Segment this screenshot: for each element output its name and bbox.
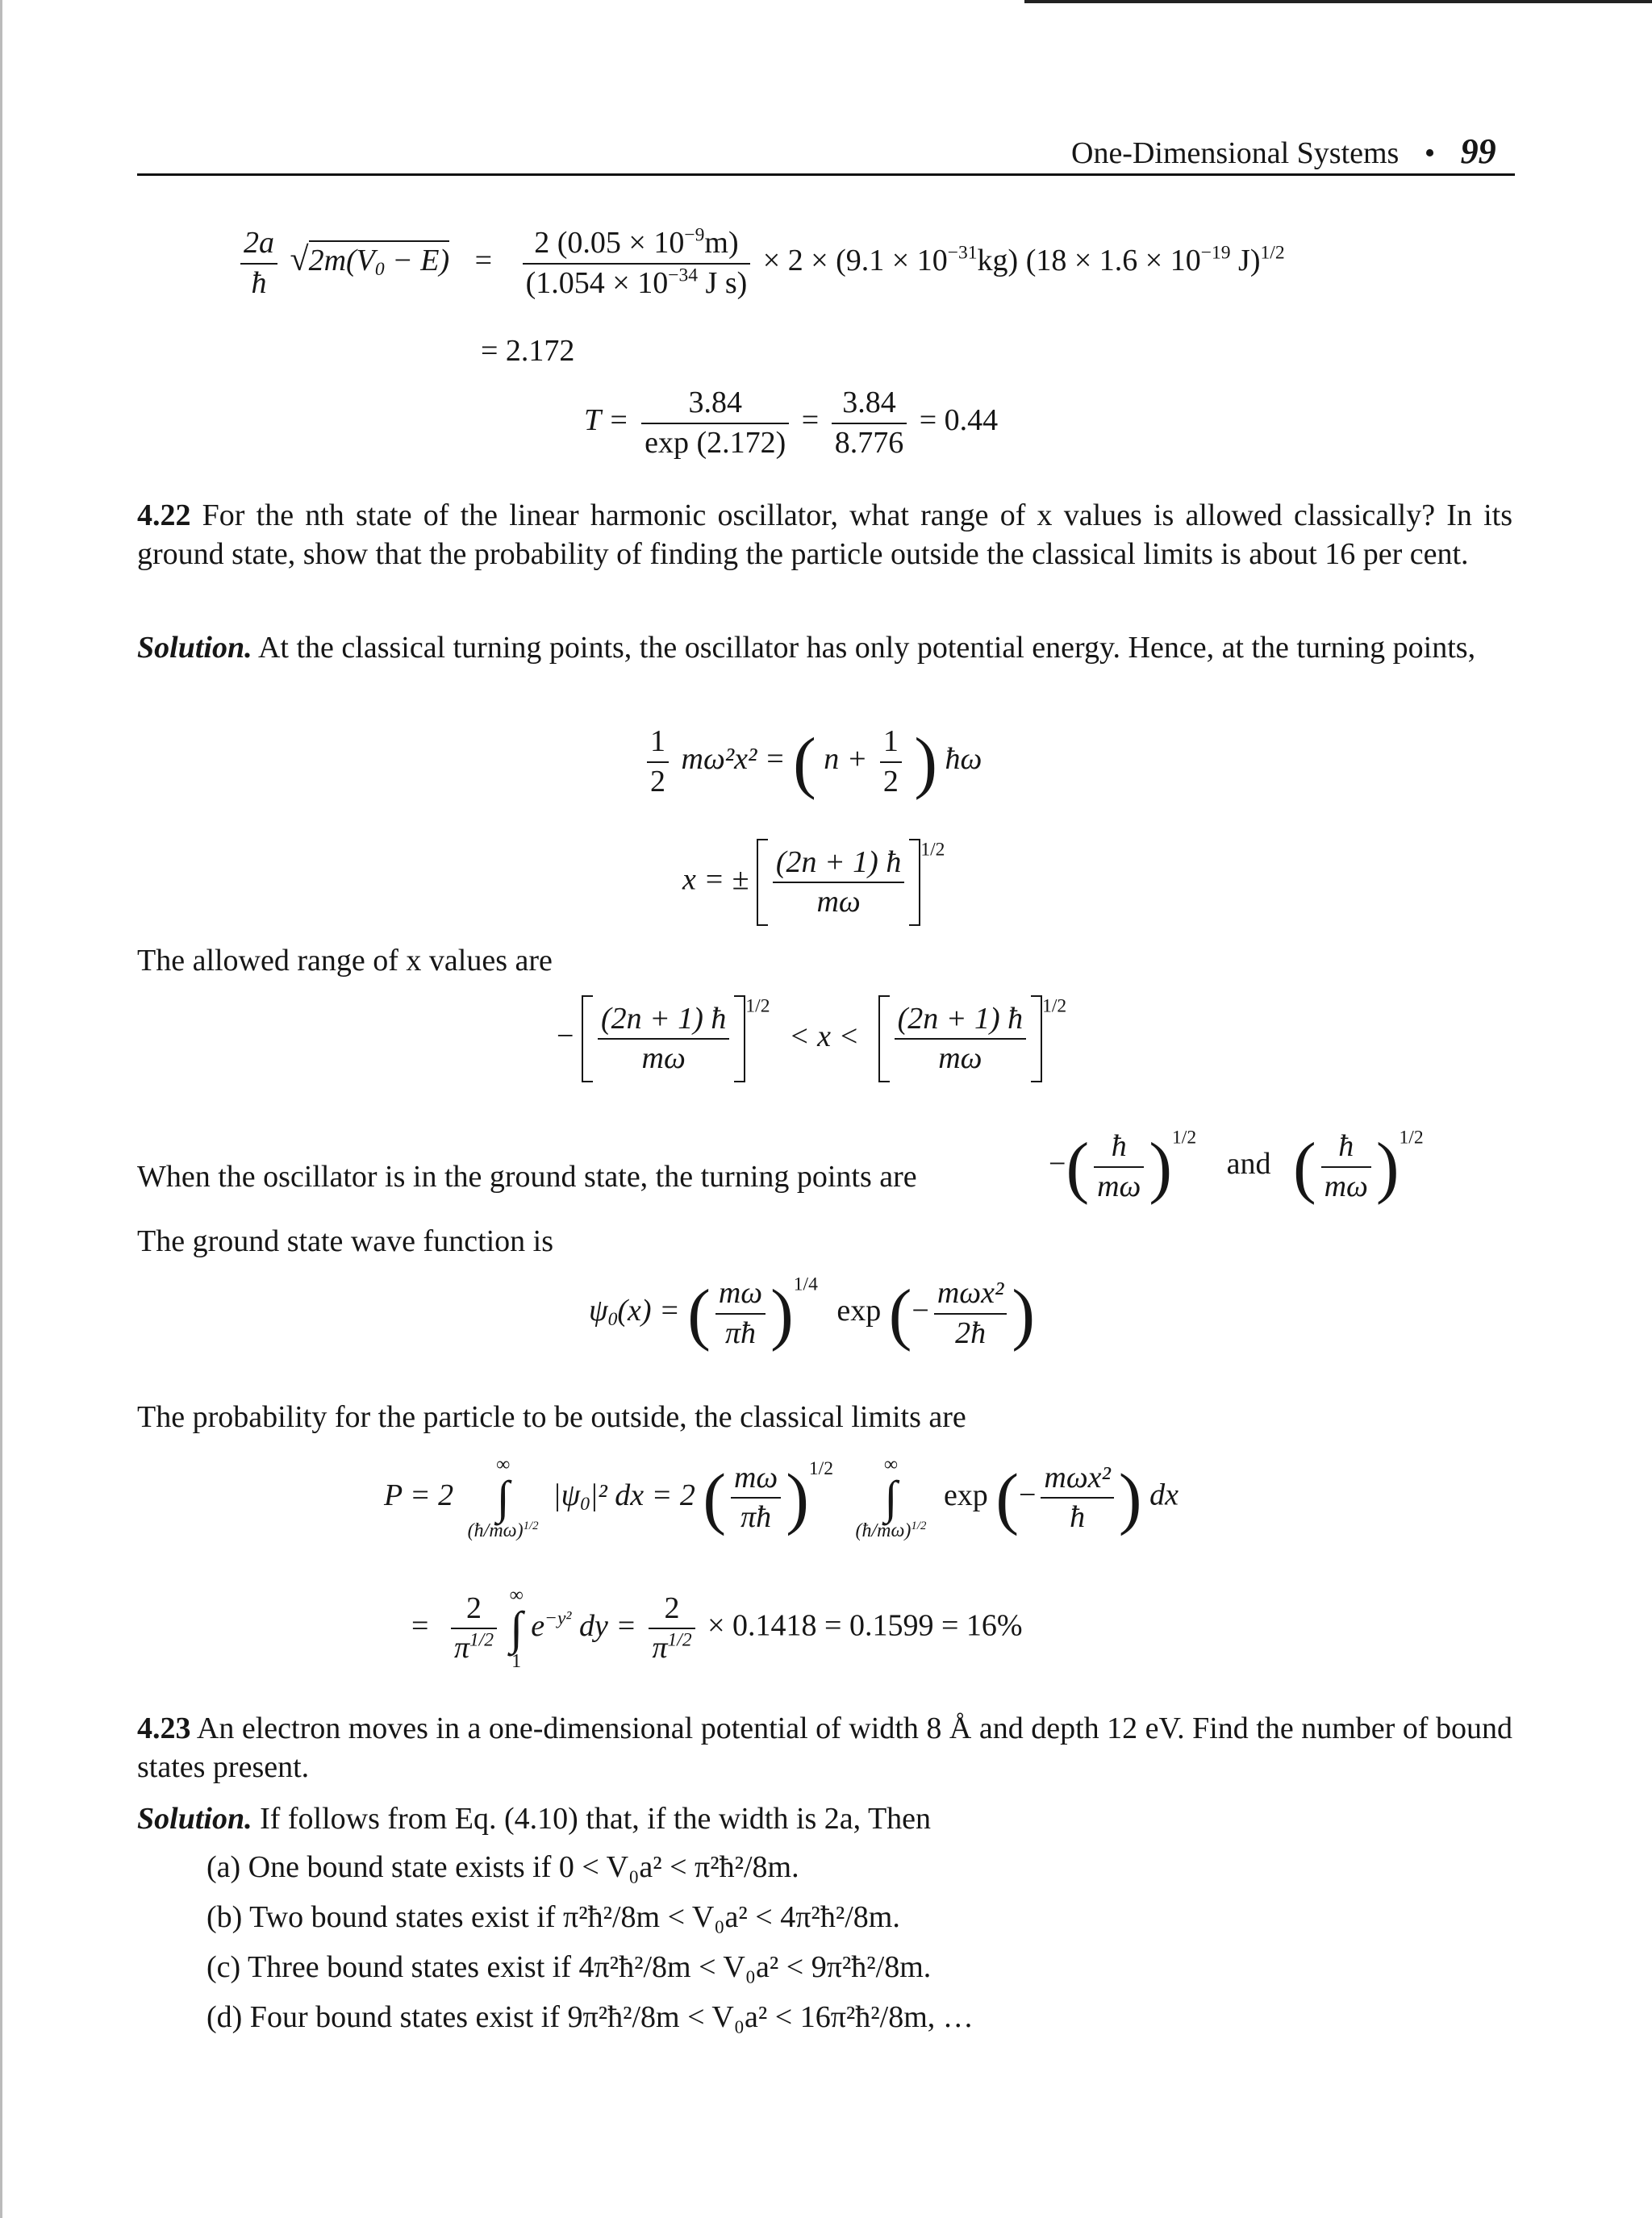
fraction-exp: $\frac{3.84}{\exp (2.172)}$ [641,384,789,462]
equation-probability-result: = $\frac{2}{\pi^{1/2}}$ ∞ ∫ 1 $e^{-y^2}$ dy = $\frac{2}{\pi^{1/2}}$ × 0.1418 = 0.1599 = 16% [411,1585,1023,1672]
solution-4-22 [137,629,1512,668]
top-border [1024,0,1652,3]
page-number: 99 [1460,131,1496,171]
equation-ground-wavefunction: $\psi_0(x)$ = ( $\frac{m\omega}{\pi ħ}$ )$^{1/4}$ exp (− $\frac{\text{mωx²}}{2ħ}$ ) [589,1274,1035,1353]
equals-sign: = [474,244,493,278]
solution-text: At the classical turning points, the oscillator has only potential energy. Hence, at the turning points, [252,631,1476,665]
list-item: (a) One bound state exists if 0 < V₀a² < π²ħ²/8m. [206,1850,799,1884]
solution-text: If follows from Eq. (4.10) that, if the width is 2a, Then [252,1802,932,1836]
fraction-value: $\frac{3.84}{8.776}$ [832,384,907,462]
list-item: (b) Two bound states exist if π²ħ²/8m < V₀a² < 4π²ħ²/8m. [206,1900,900,1934]
equation-turning-points: x = ± $\frac{(2n + 1) ħ}{m\omega}$ $^{1/2}$ [682,839,945,926]
equation-turning-point-energy: $\frac{1}{2}$ mω²x² = ( n + $\frac{1}{2}$ ) ħω [642,723,982,801]
equation-tail: × $2 \times (9.1 \times 10^{-31}kg)$ ($18 \times 1.6 \times 10^{-19}$ J)$^{1/2}$ [762,242,1285,278]
problem-number: 4.22 [137,498,191,532]
equation-allowed-range: − $\frac{(2n + 1) ħ}{m\omega}$ $^{1/2}$ < x < $\frac{(2n + 1) ħ}{m\omega}$ $^{1/2}$ [557,995,1066,1082]
equation-transmission-exponent [236,224,1285,302]
solution-label: Solution. [137,631,252,665]
header-rule [137,173,1515,176]
problem-number: 4.23 [137,1711,191,1745]
integral-sign: ∞ ∫ (ħ/mω)$^{1/2}$ [855,1454,927,1541]
running-header [1071,129,1496,173]
fraction-2a-over-hbar: $\frac{2a}{ħ}$ [240,224,277,302]
solution-label: Solution. [137,1802,252,1836]
fraction-numeric: $\frac{2 (0.05 \times 10^{-9}m)}{(1.054 \times 10^{-34} J s)}$ [523,224,751,302]
integral-sign: ∞ ∫ 1 [509,1585,524,1672]
header-bullet: • [1424,136,1436,170]
integral-sign: ∞ ∫ (ħ/mω)$^{1/2}$ [467,1454,539,1541]
sqrt-argument: $2m(V_0 - E)$ [309,240,450,277]
problem-4-22 [137,497,1512,573]
text-probability: The probability for the particle to be outside, the classical limits are [137,1400,966,1434]
ground-turning-points: −( $\frac{ħ}{m\omega}$ )$^{1/2}$ and ( $\frac{ħ}{m\omega}$ )$^{1/2}$ [1049,1127,1424,1206]
text-allowed-range: The allowed range of x values are [137,944,553,978]
text-ground-state: When the oscillator is in the ground state, the turning points are [137,1160,917,1194]
text-wave-function: The ground state wave function is [137,1224,554,1258]
equation-transmission-coefficient: T = $\frac{3.84}{\exp (2.172)}$ = $\frac{3.84}{8.776}$ = 0.44 [584,384,998,462]
problem-text: For the nth state of the linear harmonic oscillator, what range of x values is allowed classically? In its ground state, show that the probability of finding the particle outside the classical limits is about 16 per cent. [137,498,1512,571]
problem-text: An electron moves in a one-dimensional potential of width 8 Å and depth 12 eV. Find the number of bound states present. [137,1711,1512,1784]
list-item: (c) Three bound states exist if 4π²ħ²/8m < V₀a² < 9π²ħ²/8m. [206,1950,932,1984]
list-item: (d) Four bound states exist if 9π²ħ²/8m < V₀a² < 16π²ħ²/8m, … [206,2000,974,2034]
sqrt-sign: √ [290,241,309,279]
equation-result: = 2.172 [481,334,575,368]
header-title: One-Dimensional Systems [1071,136,1400,170]
page-left-edge [0,0,2,2218]
problem-4-23 [137,1710,1512,1786]
equation-probability-integral: P = 2 ∞ ∫ (ħ/mω)$^{1/2}$ $|\psi_0|^2$ dx = 2 ( $\frac{m\omega}{\pi ħ}$ )$^{1/2}$ ∞ ∫ (ħ/mω)$^{1/2}$ exp (− $\frac{\text{mωx²}}{ħ}$ ) dx [384,1454,1179,1541]
solution-4-23 [137,1800,1512,1839]
